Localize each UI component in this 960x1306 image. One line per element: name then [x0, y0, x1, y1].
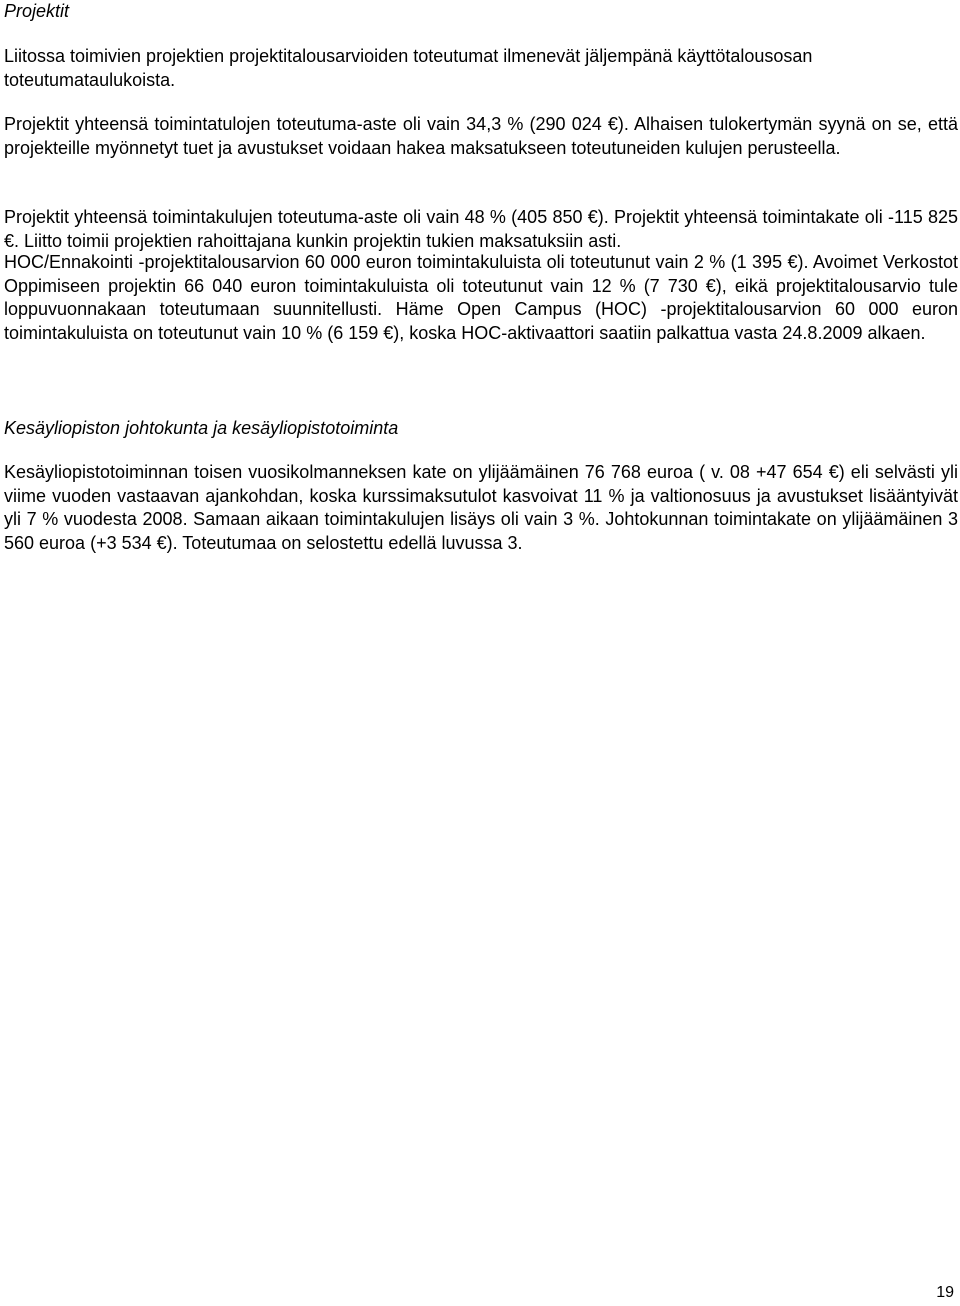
paragraph-kesayliopisto: Kesäyliopistotoiminnan toisen vuosikolmanneksen kate on ylijäämäinen 76 768 euroa ( v. 08 +47 654 €) eli selvästi yli viime vuoden vastaavan ajankohdan, koska kurssimaksutulot kasvoivat 11 % ja valtionosuus ja avustukset lisääntyivät yli 7 % vuodesta 2008. Samaan aikaan toimintakulujen lisäys oli vain 3 %. Johtokunnan toimintakate on ylijäämäinen 3 560 euroa (+3 534 €). Toteutumaa on selostettu edellä luvussa 3. [4, 462, 958, 553]
section-heading-projektit: Projektit [4, 1, 70, 21]
page-number: 19 [936, 1284, 954, 1301]
paragraph-projektit-tulot: Projektit yhteensä toimintatulojen toteutuma-aste oli vain 34,3 % (290 024 €). Alhaisen tulokertymän syynä on se, että projekteille myönnetyt tuet ja avustukset voidaan hakea maksatukseen toteutuneiden kulujen perusteella. [4, 114, 958, 158]
section-heading-kesayliopisto: Kesäyliopiston johtokunta ja kesäyliopistotoiminta [4, 418, 399, 438]
paragraph-projektit-hoc: HOC/Ennakointi -projektitalousarvion 60 000 euron toimintakuluista oli toteutunut vain 2 % (1 395 €). Avoimet Verkostot Oppimiseen projektin 66 040 euron toimintakuluista oli toteutunut vain 12 % (7 730 €), eikä projektitalousarvio tule loppuvuonnakaan toteutumaan suunnitellusti. Häme Open Campus (HOC) -projektitalousarvion 60 000 euron toimintakuluista on toteutunut vain 10 % (6 159 €), koska HOC-aktivaattori saatiin palkattua vasta 24.8.2009 alkaen. [4, 252, 958, 343]
paragraph-projektit-intro: Liitossa toimivien projektien projektitalousarvioiden toteutumat ilmenevät jäljempänä käyttötalousosan toteutumataulukoista. [4, 46, 813, 90]
paragraph-projektit-kulut: Projektit yhteensä toimintakulujen toteutuma-aste oli vain 48 % (405 850 €). Projektit yhteensä toimintakate oli -115 825 €. Liitto toimii projektien rahoittajana kunkin projektin tukien maksatuksiin asti. [4, 207, 958, 251]
